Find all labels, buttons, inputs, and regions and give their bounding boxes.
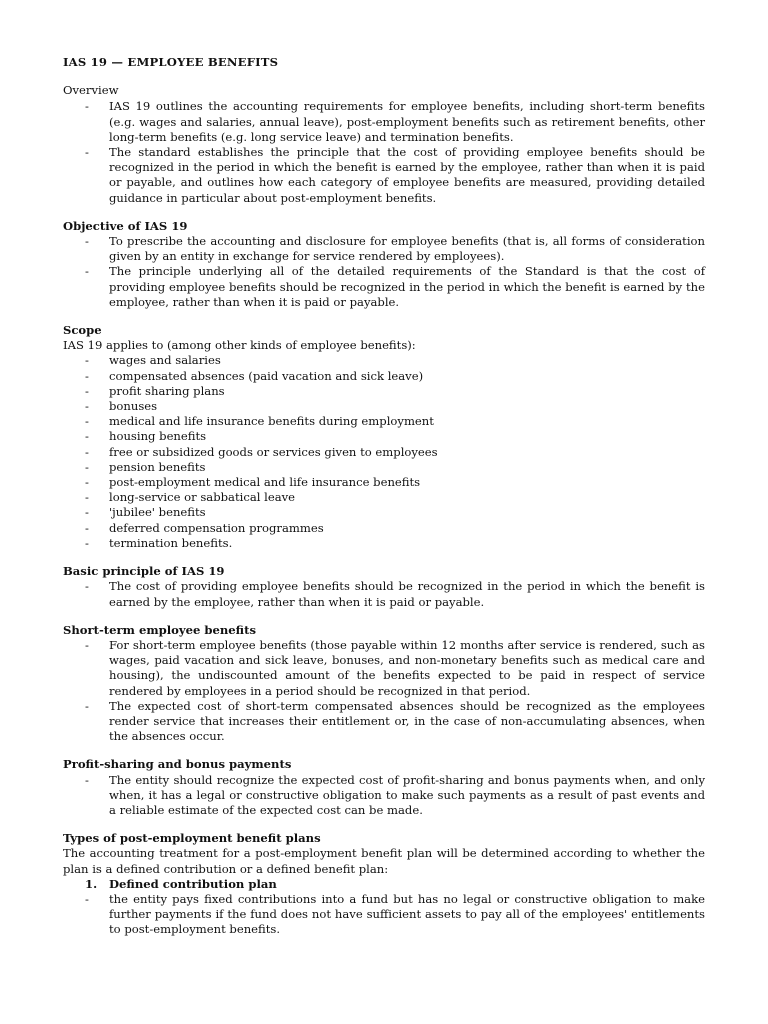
post-employment-intro: The accounting treatment for a post-employment benefit plan will be determined according to whether the plan is a defined contribution or a defined benefit plan: bbox=[63, 846, 705, 876]
list-item-text: medical and life insurance benefits during employment bbox=[109, 414, 434, 429]
list-item-text: For short-term employee benefits (those payable within 12 months after service is rendered, such as wages, paid vacation and sick leave, bonuses, and non-monetary benefits such as medical care and housing), the undiscounted amount of the benefits expected to be paid in respect of service rendered by employees in a period should be recognized in that period. bbox=[109, 637, 705, 698]
number-marker: 1. bbox=[85, 876, 98, 891]
post-employment-section bbox=[63, 831, 705, 937]
short-term-section bbox=[63, 623, 705, 745]
list-item bbox=[63, 145, 705, 206]
list-item bbox=[63, 505, 705, 520]
dash-marker: - bbox=[85, 579, 89, 594]
list-item-text: The cost of providing employee benefits should be recognized in the period in which the benefit is earned by the employee, rather than when it is paid or payable. bbox=[109, 579, 705, 609]
scope-list bbox=[63, 353, 705, 551]
section-heading: Basic principle of IAS 19 bbox=[63, 564, 225, 579]
post-employment-numbered-list bbox=[63, 877, 705, 892]
list-item bbox=[63, 353, 705, 368]
dash-marker: - bbox=[85, 368, 89, 383]
basic-principle-section bbox=[63, 564, 705, 610]
list-item-text: compensated absences (paid vacation and sick leave) bbox=[109, 368, 424, 383]
scope-section bbox=[63, 323, 705, 551]
list-item-text: termination benefits. bbox=[109, 535, 233, 550]
list-item-text: To prescribe the accounting and disclosure for employee benefits (that is, all forms of consideration given by an entity in exchange for service rendered by employees). bbox=[109, 234, 705, 264]
overview-list bbox=[63, 99, 705, 205]
section-heading: Short-term employee benefits bbox=[63, 622, 256, 637]
list-item bbox=[63, 99, 705, 145]
scope-intro: IAS 19 applies to (among other kinds of employee benefits): bbox=[63, 338, 416, 353]
dash-marker: - bbox=[85, 459, 89, 474]
list-item bbox=[63, 414, 705, 429]
list-item bbox=[63, 521, 705, 536]
list-item-text: profit sharing plans bbox=[109, 383, 225, 398]
dash-marker: - bbox=[85, 99, 89, 114]
list-item-text: pension benefits bbox=[109, 459, 206, 474]
dash-marker: - bbox=[85, 353, 89, 368]
dash-marker: - bbox=[85, 891, 89, 906]
list-item-text: housing benefits bbox=[109, 429, 207, 444]
list-item bbox=[63, 234, 705, 264]
list-item bbox=[63, 536, 705, 551]
section-heading: Objective of IAS 19 bbox=[63, 218, 188, 233]
short-term-list bbox=[63, 638, 705, 744]
list-item bbox=[63, 638, 705, 699]
list-item bbox=[63, 773, 705, 819]
dash-marker: - bbox=[85, 234, 89, 249]
section-heading: Scope bbox=[63, 323, 102, 338]
dash-marker: - bbox=[85, 772, 89, 787]
list-item bbox=[63, 579, 705, 609]
dash-marker: - bbox=[85, 475, 89, 490]
list-item-text: free or subsidized goods or services given to employees bbox=[109, 444, 438, 459]
list-item bbox=[63, 369, 705, 384]
dash-marker: - bbox=[85, 505, 89, 520]
document-title: IAS 19 — EMPLOYEE BENEFITS bbox=[63, 55, 279, 69]
list-item bbox=[63, 264, 705, 310]
list-item bbox=[63, 445, 705, 460]
list-item-text: long-service or sabbatical leave bbox=[109, 490, 296, 505]
list-item bbox=[63, 475, 705, 490]
list-item-text: The standard establishes the principle that the cost of providing employee benefits should be recognized in the period in which the benefit is earned by the employee, rather than when it is paid or payable, and outlines how each category of employee benefits are measured, providing detailed guidance in particular about post-employment benefits. bbox=[109, 145, 705, 205]
list-item bbox=[63, 384, 705, 399]
list-item bbox=[63, 892, 705, 938]
numbered-item-label: Defined contribution plan bbox=[109, 876, 277, 891]
dash-marker: - bbox=[85, 444, 89, 459]
post-employment-list bbox=[63, 892, 705, 938]
objective-section bbox=[63, 219, 705, 310]
list-item-text: post-employment medical and life insurance benefits bbox=[109, 475, 421, 490]
profit-sharing-section bbox=[63, 757, 705, 818]
dash-marker: - bbox=[85, 414, 89, 429]
list-item-text: IAS 19 outlines the accounting requirements for employee benefits, including short-term benefits (e.g. wages and salaries, annual leave), post-employment benefits such as retirement benefits, other long-term benefits (e.g. long service leave) and termination benefits. bbox=[109, 99, 705, 144]
overview-section bbox=[63, 83, 705, 206]
dash-marker: - bbox=[85, 520, 89, 535]
list-item bbox=[63, 699, 705, 745]
list-item-text: the entity pays fixed contributions into a fund but has no legal or constructive obligation to make further payments if the fund does not have sufficient assets to pay all of the employees' entitlements to post-employment benefits. bbox=[109, 891, 705, 937]
list-item-text: wages and salaries bbox=[109, 353, 221, 368]
dash-marker: - bbox=[85, 490, 89, 505]
dash-marker: - bbox=[85, 264, 89, 279]
list-item bbox=[63, 460, 705, 475]
overview-label: Overview bbox=[63, 83, 119, 98]
dash-marker: - bbox=[85, 429, 89, 444]
section-heading: Types of post-employment benefit plans bbox=[63, 831, 321, 846]
dash-marker: - bbox=[85, 145, 89, 160]
basic-principle-list bbox=[63, 579, 705, 609]
dash-marker: - bbox=[85, 383, 89, 398]
list-item-text: The expected cost of short-term compensated absences should be recognized as the employees render service that increases their entitlement or, in the case of non-accumulating absences, when the absences occur. bbox=[109, 698, 705, 744]
list-item bbox=[63, 399, 705, 414]
list-item-text: The entity should recognize the expected cost of profit-sharing and bonus payments when, and only when, it has a legal or constructive obligation to make such payments as a result of past events and a reliable estimate of the expected cost can be made. bbox=[109, 772, 705, 817]
dash-marker: - bbox=[85, 698, 89, 713]
dash-marker: - bbox=[85, 535, 89, 550]
list-item-text: bonuses bbox=[109, 399, 158, 414]
list-item bbox=[63, 429, 705, 444]
list-item bbox=[63, 490, 705, 505]
list-item-text: deferred compensation programmes bbox=[109, 520, 324, 535]
section-heading: Profit-sharing and bonus payments bbox=[63, 757, 292, 772]
list-item-text: 'jubilee' benefits bbox=[109, 505, 206, 520]
objective-list bbox=[63, 234, 705, 310]
list-item-text: The principle underlying all of the detailed requirements of the Standard is that the cost of providing employee benefits should be recognized in the period in which the benefit is earned by the employee, rather than when it is paid or payable. bbox=[109, 264, 705, 309]
numbered-item bbox=[63, 877, 705, 892]
profit-sharing-list bbox=[63, 773, 705, 819]
dash-marker: - bbox=[85, 637, 89, 652]
dash-marker: - bbox=[85, 399, 89, 414]
